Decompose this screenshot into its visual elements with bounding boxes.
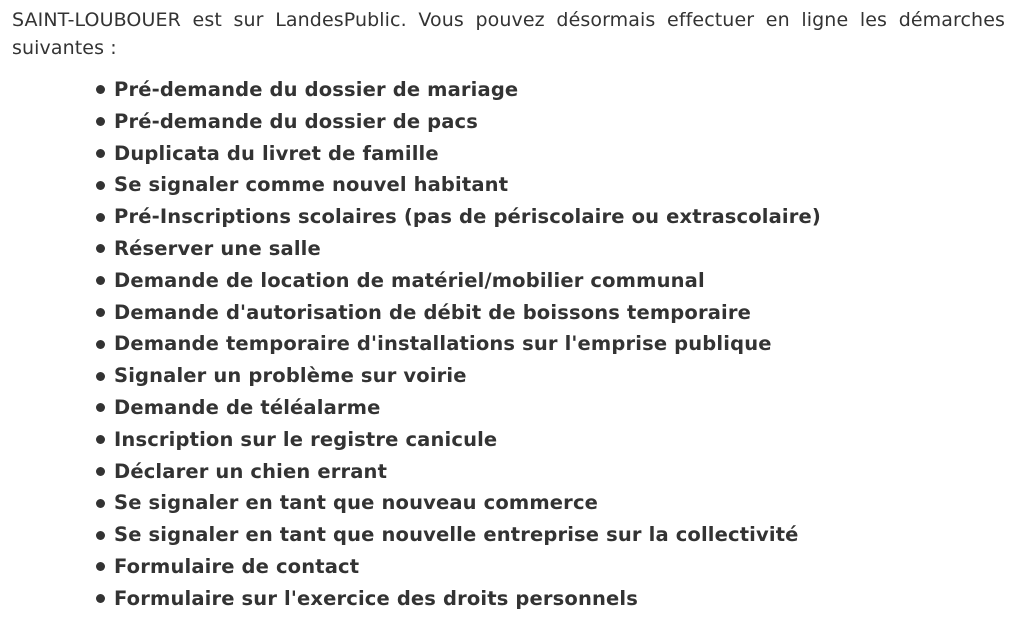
- bullet-icon: [96, 308, 105, 317]
- bullet-icon: [96, 276, 105, 285]
- bullet-icon: [96, 181, 105, 190]
- demarche-label: Inscription sur le registre canicule: [114, 427, 498, 451]
- list-item: [96, 392, 1005, 424]
- demarche-label: Pré-demande du dossier de mariage: [114, 78, 519, 101]
- demarche-label: Demande d'autorisation de débit de boissons temporaire: [114, 300, 752, 324]
- bullet-icon: [96, 244, 105, 253]
- demarche-label: Formulaire sur l'exercice des droits personnels: [114, 586, 638, 610]
- demarche-label: Demande temporaire d'installations sur l'emprise publique: [114, 332, 772, 356]
- bullet-icon: [96, 531, 105, 540]
- demarches-list: [12, 74, 1005, 615]
- list-item: [96, 487, 1005, 519]
- demarche-label: Se signaler comme nouvel habitant: [114, 173, 509, 197]
- list-item: [96, 74, 1005, 106]
- demarche-label: Duplicata du livret de famille: [114, 141, 439, 165]
- bullet-icon: [96, 467, 105, 476]
- list-item: [96, 519, 1005, 551]
- demarche-label: Se signaler en tant que nouveau commerce: [114, 491, 599, 515]
- list-item: [96, 360, 1005, 392]
- demarche-label: Pré-Inscriptions scolaires (pas de périscolaire ou extrascolaire): [114, 205, 821, 229]
- bullet-icon: [96, 435, 105, 444]
- list-item: [96, 456, 1005, 488]
- list-item: [96, 138, 1005, 170]
- list-item: [96, 233, 1005, 265]
- bullet-icon: [96, 340, 105, 349]
- intro-paragraph: SAINT-LOUBOUER est sur LandesPublic. Vous pouvez désormais effectuer en ligne les démarches suivantes :: [12, 9, 1005, 59]
- demarche-label: Déclarer un chien errant: [114, 459, 388, 483]
- bullet-icon: [96, 372, 105, 381]
- list-item: [96, 106, 1005, 138]
- page-content: [12, 6, 1005, 615]
- list-item: [96, 328, 1005, 360]
- bullet-icon: [96, 499, 105, 508]
- demarche-label: Formulaire de contact: [114, 554, 360, 578]
- list-item: [96, 297, 1005, 329]
- demarche-label: Pré-demande du dossier de pacs: [114, 109, 479, 133]
- demarche-label: Réserver une salle: [114, 236, 321, 260]
- list-item: [96, 551, 1005, 583]
- list-item: [96, 424, 1005, 456]
- bullet-icon: [96, 562, 105, 571]
- demarche-label: Signaler un problème sur voirie: [114, 364, 467, 388]
- bullet-icon: [96, 594, 105, 603]
- list-item: [96, 265, 1005, 297]
- bullet-icon: [96, 213, 105, 222]
- list-item: [96, 583, 1005, 615]
- demarche-label: Demande de location de matériel/mobilier communal: [114, 268, 705, 292]
- list-item: [96, 201, 1005, 233]
- demarche-label: Demande de téléalarme: [114, 395, 381, 419]
- demarche-label: Se signaler en tant que nouvelle entreprise sur la collectivité: [114, 523, 799, 547]
- bullet-icon: [96, 117, 105, 126]
- bullet-icon: [96, 403, 105, 412]
- list-item: [96, 169, 1005, 201]
- bullet-icon: [96, 85, 105, 94]
- bullet-icon: [96, 149, 105, 158]
